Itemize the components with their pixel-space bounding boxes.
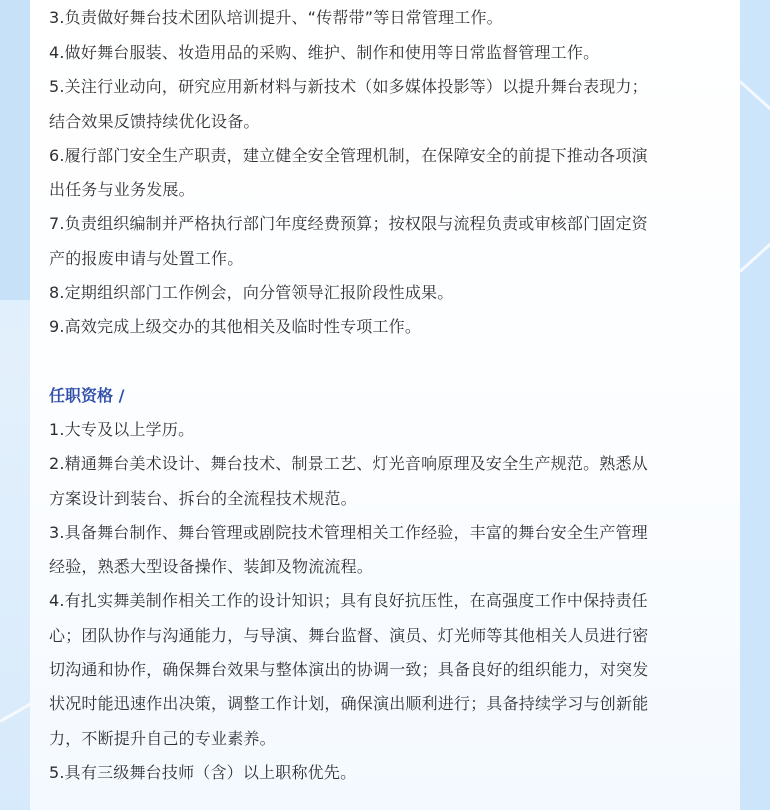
qualifications-heading: 任职资格 / [49,385,125,405]
qualification-line: 5.具有三级舞台技师（含）以上职称优先。 [49,762,357,782]
duty-line: 9.高效完成上级交办的其他相关及临时性专项工作。 [49,317,422,337]
qualification-line: 心；团队协作与沟通能力，与导演、舞台监督、演员、灯光师等其他相关人员进行密 [49,625,649,645]
section-spacer [49,345,727,379]
qualification-line: 1.大专及以上学历。 [49,419,195,439]
qualification-line: 状况时能迅速作出决策，调整工作计划，确保演出顺利进行；具备持续学习与创新能 [49,694,649,714]
job-description [49,0,727,790]
qualification-line: 力，不断提升自己的专业素养。 [49,728,276,748]
content-card [30,0,740,810]
duty-line: 6.履行部门安全生产职责，建立健全安全管理机制，在保障安全的前提下推动各项演 [49,145,648,165]
duties-list [49,0,727,345]
qualification-line: 2.精通舞台美术设计、舞台技术、制景工艺、灯光音响原理及安全生产规范。熟悉从 [49,454,648,474]
duty-line: 产的报废申请与处置工作。 [49,248,244,268]
duty-line: 4.做好舞台服装、妆造用品的采购、维护、制作和使用等日常监督管理工作。 [49,43,600,62]
qualification-line: 4.有扎实舞美制作相关工作的设计知识；具有良好抗压性，在高强度工作中保持责任 [49,591,648,611]
qualifications-list [49,413,727,790]
qualification-line: 方案设计到装台、拆台的全流程技术规范。 [49,488,357,508]
duty-line: 3.负责做好舞台技术团队培训提升、“传帮带”等日常管理工作。 [49,8,503,27]
background-left-panel [0,0,30,300]
duty-line: 出任务与业务发展。 [49,180,195,200]
background-right-panel [740,0,770,810]
qualification-line: 经验，熟悉大型设备操作、装卸及物流流程。 [49,557,374,577]
duty-line: 8.定期组织部门工作例会，向分管领导汇报阶段性成果。 [49,283,454,303]
qualification-line: 3.具备舞台制作、舞台管理或剧院技术管理相关工作经验，丰富的舞台安全生产管理 [49,522,648,542]
duty-line: 7.负责组织编制并严格执行部门年度经费预算；按权限与流程负责或审核部门固定资 [49,214,648,234]
duty-line: 5.关注行业动向，研究应用新材料与新技术（如多媒体投影等）以提升舞台表现力； [49,77,648,97]
decorative-line [0,702,32,723]
duty-line: 结合效果反馈持续优化设备。 [49,111,260,131]
qualification-line: 切沟通和协作，确保舞台效果与整体演出的协调一致；具备良好的组织能力，对突发 [49,660,649,680]
